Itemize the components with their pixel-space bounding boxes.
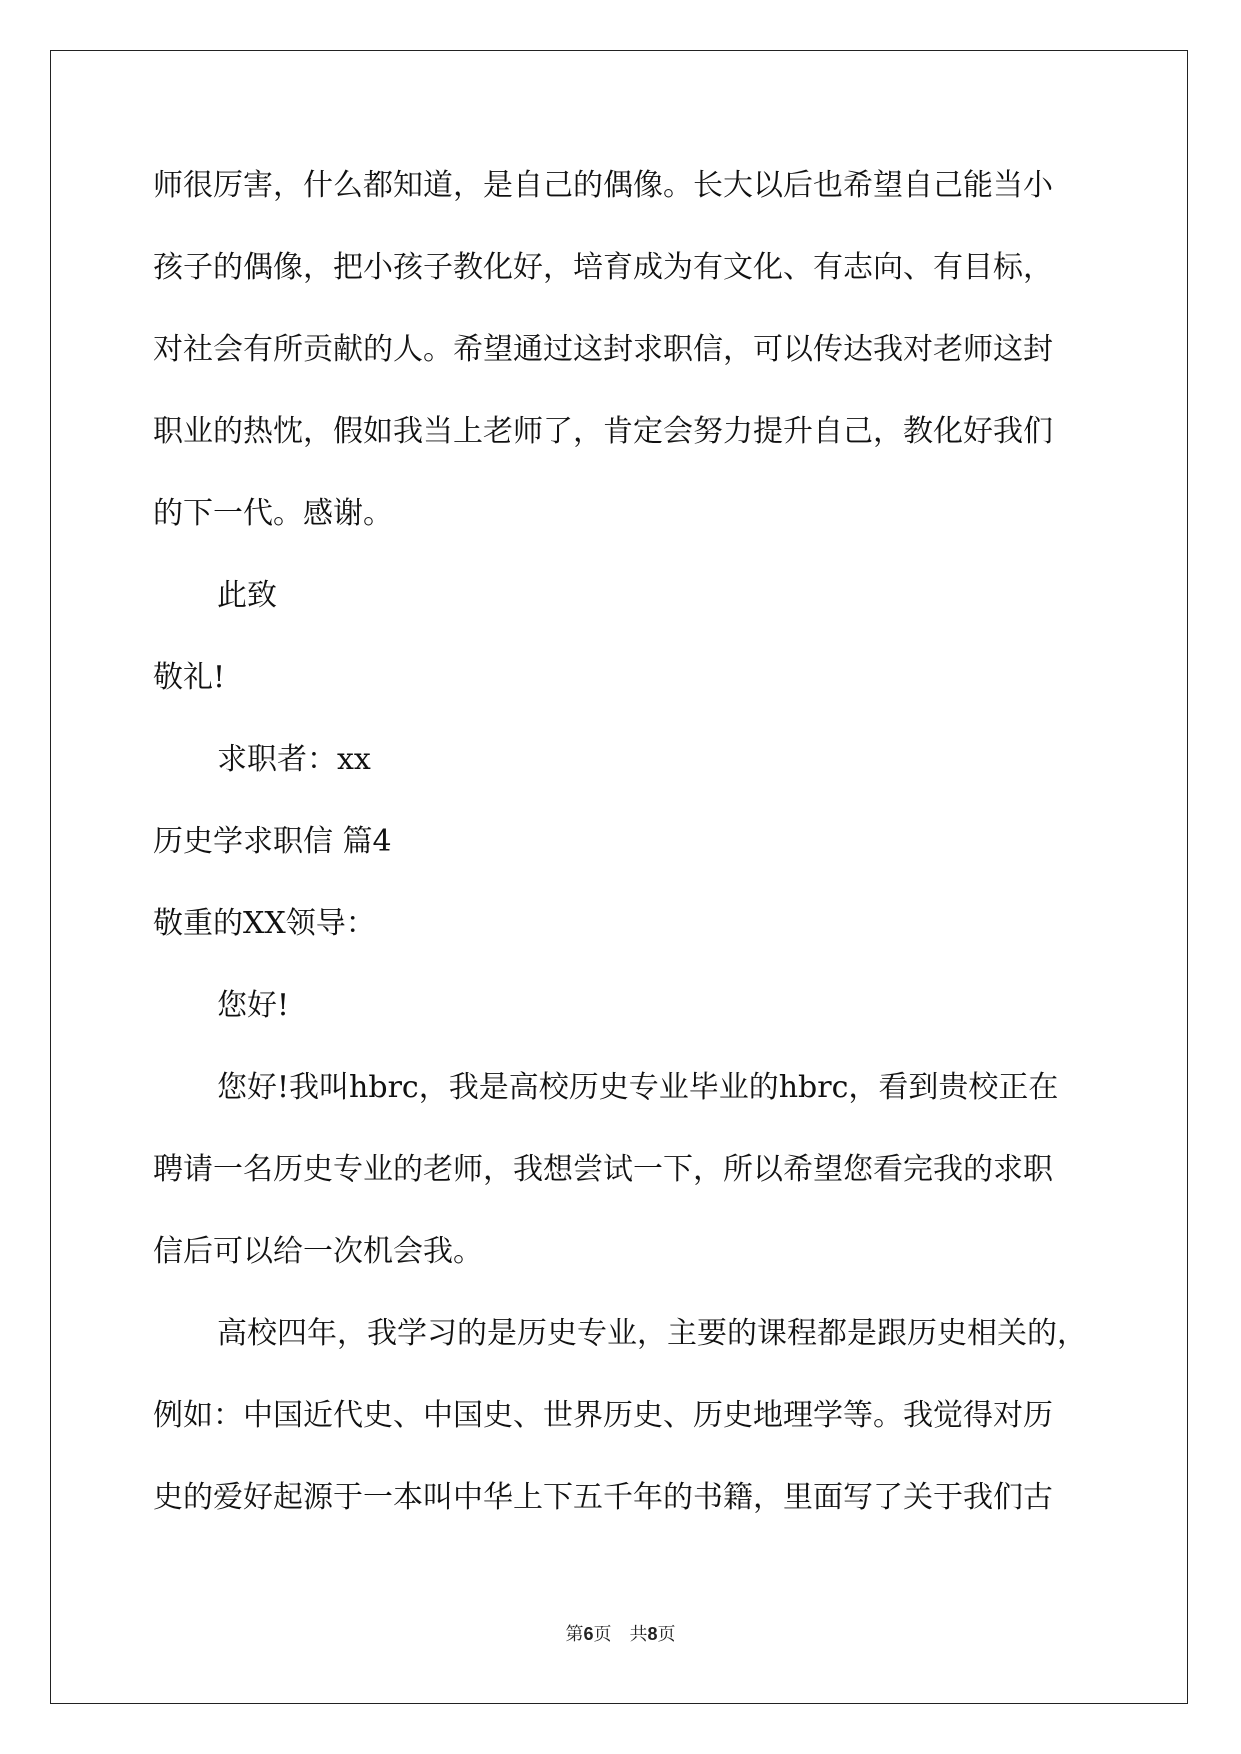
text-line: 师很厉害，什么都知道，是自己的偶像。长大以后也希望自己能当小 xyxy=(153,168,1053,203)
greeting-hello: 您好! xyxy=(217,988,290,1023)
page-current: 6 xyxy=(583,1624,594,1644)
page-footer xyxy=(0,1622,1241,1647)
text-line: 对社会有所贡献的人。希望通过这封求职信，可以传达我对老师这封 xyxy=(153,332,1053,367)
section-title: 历史学求职信 篇4 xyxy=(153,824,392,859)
total-prefix: 共 xyxy=(629,1624,648,1645)
text-line: 高校四年，我学习的是历史专业，主要的课程都是跟历史相关的， xyxy=(217,1316,1087,1351)
text-line: 孩子的偶像，把小孩子教化好，培育成为有文化、有志向、有目标， xyxy=(153,250,1053,285)
page-total: 8 xyxy=(647,1624,658,1644)
text-line: 史的爱好起源于一本叫中华上下五千年的书籍，里面写了关于我们古 xyxy=(153,1480,1053,1515)
text-line: 您好!我叫hbrc，我是高校历史专业毕业的hbrc，看到贵校正在 xyxy=(217,1070,1059,1105)
closing-respect: 敬礼! xyxy=(153,660,226,695)
signature-line: 求职者：xx xyxy=(217,742,371,777)
text-line: 聘请一名历史专业的老师，我想尝试一下，所以希望您看完我的求职 xyxy=(153,1152,1053,1187)
closing-salutation: 此致 xyxy=(217,578,277,613)
text-line: 职业的热忱，假如我当上老师了，肯定会努力提升自己，教化好我们 xyxy=(153,414,1053,449)
greeting-recipient: 敬重的XX领导： xyxy=(153,906,376,941)
page-suffix: 页 xyxy=(593,1624,612,1645)
text-line: 信后可以给一次机会我。 xyxy=(153,1234,483,1269)
text-line: 的下一代。感谢。 xyxy=(153,496,393,531)
total-suffix: 页 xyxy=(657,1624,676,1645)
page-prefix: 第 xyxy=(565,1624,584,1645)
text-line: 例如：中国近代史、中国史、世界历史、历史地理学等。我觉得对历 xyxy=(153,1398,1053,1433)
document-body xyxy=(153,160,1093,1554)
